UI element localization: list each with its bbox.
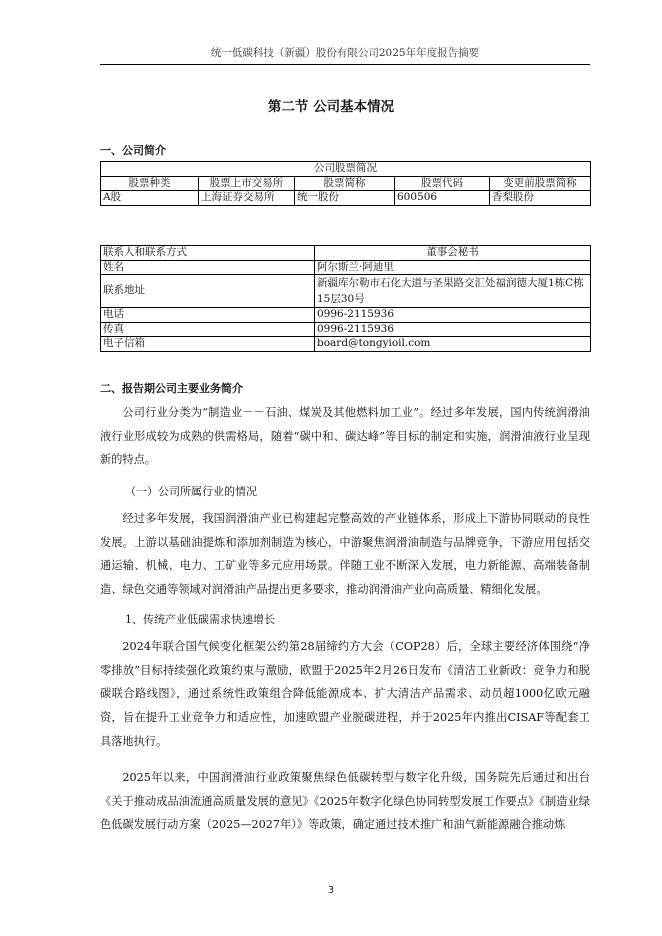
company-intro-heading: 一、公司简介 (100, 144, 166, 157)
table-cell: 0996-2115936 (315, 322, 591, 337)
table-caption-row (101, 162, 591, 177)
table-cell: 阿尔斯兰·阿迪里 (315, 260, 591, 275)
table-cell: 0996-2115936 (315, 308, 591, 323)
section-title: 第二节 公司基本情况 (267, 99, 395, 115)
list-item-heading: 1、传统产业低碳需求快速增长 (125, 613, 275, 626)
table-row (101, 191, 591, 206)
column-header: 变更前股票简称 (490, 176, 591, 191)
table-cell: 600506 (395, 191, 490, 206)
paragraph-industry-classification: 公司行业分类为“制造业－－石油、煤炭及其他燃料加工业”。经过多年发展，国内传统润滑油液行业形成较为成熟的供需格局，随着“碳中和、碳达峰”等目标的制定和实施，润滑油液行业呈现新的特点。 (100, 406, 590, 467)
business-heading: 二、报告期公司主要业务简介 (100, 382, 243, 395)
table-cell: board@tongyioil.com (315, 337, 591, 352)
table-cell: 联系地址 (101, 275, 315, 308)
column-header: 联系人和联系方式 (101, 246, 315, 261)
table-cell: 新疆库尔勒市石化大道与圣果路交汇处福润德大厦1栋C栋15层30号 (315, 275, 591, 308)
table-row (101, 322, 591, 337)
paragraph-global-policy: 2024年联合国气候变化框架公约第28届缔约方大会（COP28）后，全球主要经济体围绕“净零排放”目标持续强化政策约束与激励，欧盟于2025年2月26日发布《清洁工业新政：竞争力和脱碳联合路线图》，通过系统性政策组合降低能源成本、扩大清洁产品需求、动员超1000亿欧元融资，旨在提升工业竞争力和适应性，加速欧盟产业脱碳进程，并于2025年内推出CISAF等配套工具落地执行。 (100, 640, 590, 748)
table-cell: 统一股份 (295, 191, 395, 206)
table-cell: 上海证券交易所 (199, 191, 295, 206)
table-row (101, 337, 591, 352)
table-header-row (101, 246, 591, 261)
column-header: 股票上市交易所 (199, 176, 295, 191)
column-header: 董事会秘书 (315, 246, 591, 261)
column-header: 股票代码 (395, 176, 490, 191)
table-cell: 香梨股份 (490, 191, 591, 206)
table-cell: 电话 (101, 308, 315, 323)
table-caption: 公司股票简况 (101, 162, 591, 177)
page-number: 3 (327, 885, 335, 896)
table-cell: 电子信箱 (101, 337, 315, 352)
subsection-heading: （一）公司所属行业的情况 (125, 485, 257, 498)
table-row (101, 308, 591, 323)
paragraph-industry-overview: 经过多年发展，我国润滑油产业已构建起完整高效的产业链体系，形成上下游协同联动的良性发展。上游以基础油提炼和添加剂制造为核心，中游聚焦润滑油制造与品牌竞争，下游应用包括交通运输、机械、电力、工矿业等多元应用场景。伴随工业不断深入发展，电力新能源、高端装备制造、绿色交通等领域对润滑油产品提出更多要求，推动润滑油产业向高质量、精细化发展。 (100, 512, 590, 597)
column-header: 股票简称 (295, 176, 395, 191)
table-row (101, 275, 591, 308)
contact-table (100, 245, 591, 352)
column-header: 股票种类 (101, 176, 199, 191)
paragraph-china-policy: 2025年以来，中国润滑油行业政策聚焦绿色低碳转型与数字化升级，国务院先后通过和出台《关于推动成品油流通高质量发展的意见》《2025年数字化绿色协同转型发展工作要点》《制造业绿色低碳发展行动方案（2025—2027年）》等政策，确定通过技术推广和油气新能源融合推动炼 (100, 771, 590, 832)
stock-overview-table (100, 161, 591, 206)
table-header-row (101, 176, 591, 191)
table-cell: 传真 (101, 322, 315, 337)
table-cell: 姓名 (101, 260, 315, 275)
table-row (101, 260, 591, 275)
table-cell: A股 (101, 191, 199, 206)
running-header: 统一低碳科技（新疆）股份有限公司2025年年度报告摘要 (100, 45, 590, 65)
